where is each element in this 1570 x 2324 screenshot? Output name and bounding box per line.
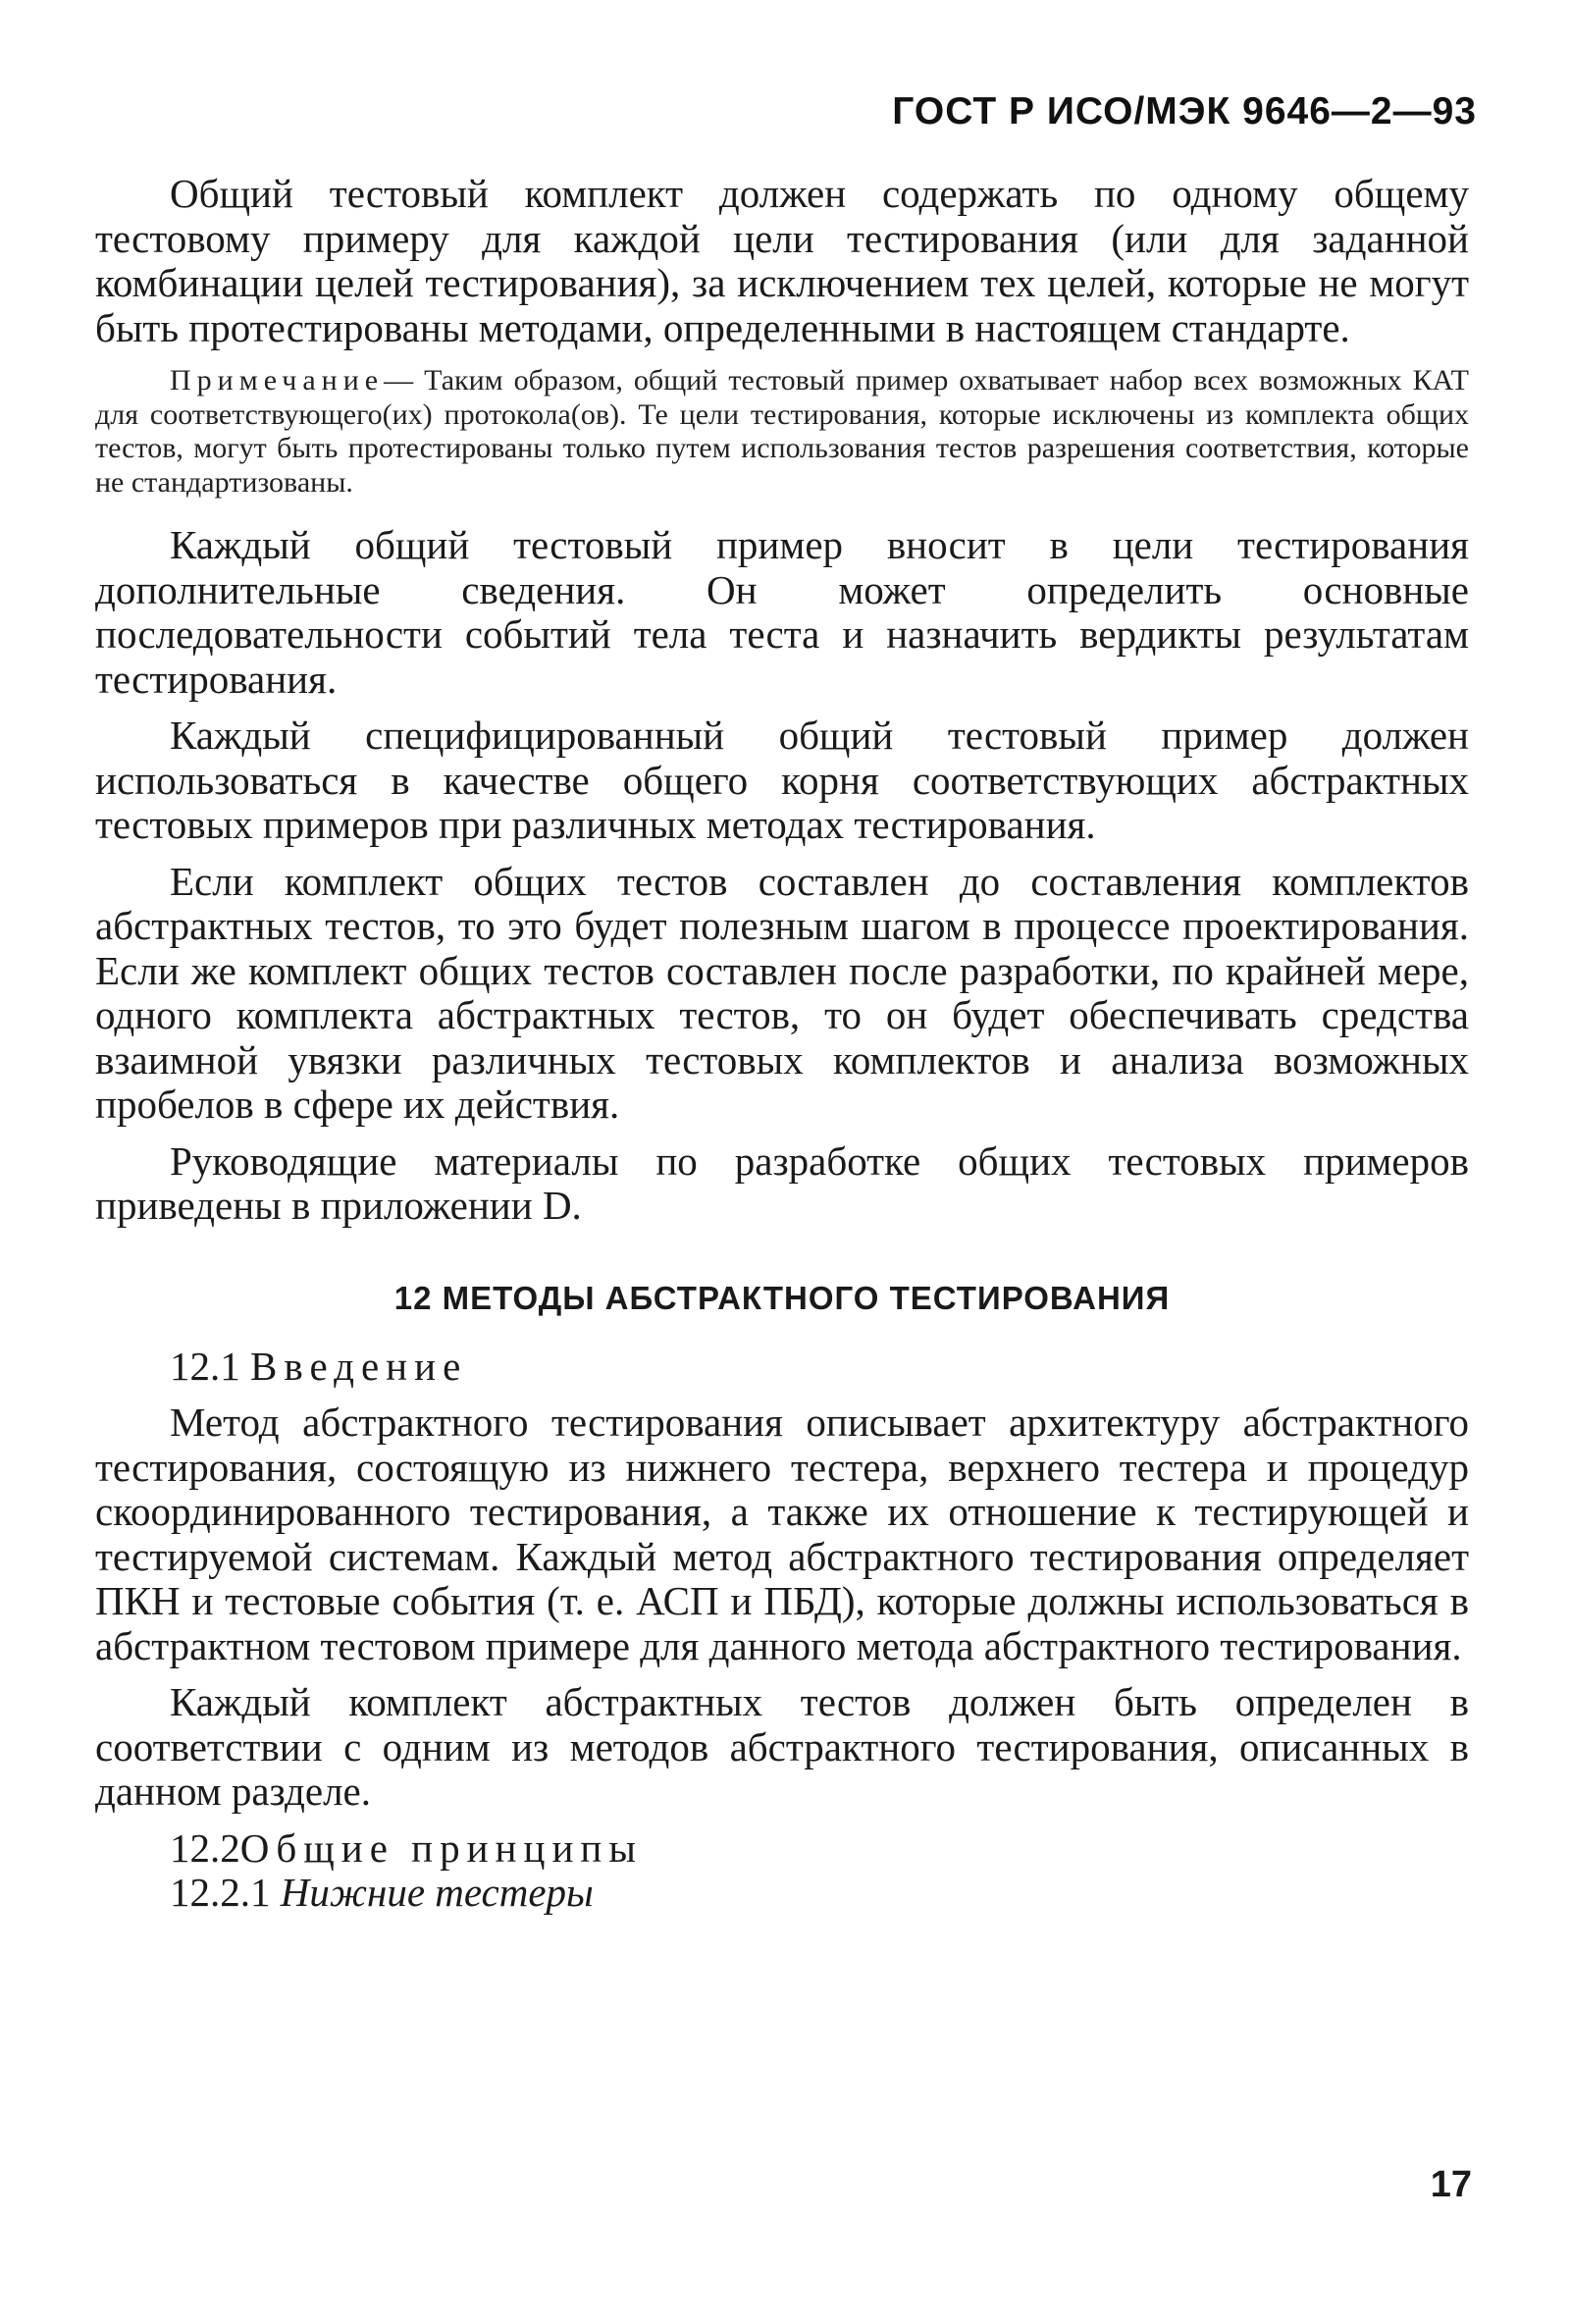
paragraph-abstract-method: Метод абстрактного тестирования описывает архитектуру абстрактного тестирования, состоящую из нижнего тестера, верхнего тестера и процедур скоординированного тестирования, а также их отношение к тестирующей и тестируемой системам. Каждый метод абстрактного тестирования определяет ПКН и тестовые события (т. е. АСП и ПБД), которые должны использоваться в абстрактном тестовом примере для данного метода абстрактного тестирования. (95, 1400, 1469, 1668)
note (95, 364, 1469, 500)
page-content (95, 172, 1469, 1928)
subsection-number: 12.2 (170, 1824, 240, 1871)
paragraph-abstract-suite: Каждый комплект абстрактных тестов должен быть определен в соответствии с одним из методов абстрактного тестирования, описанных в данном разделе. (95, 1679, 1469, 1814)
subsection-heading-12-1 (95, 1345, 1469, 1390)
subsection-heading-12-2-1 (95, 1871, 1469, 1916)
page-number: 17 (1430, 2164, 1472, 2205)
paragraph-common-test-suite: Общий тестовый комплект должен содержать по одному общему тестовому примеру для каждой цели тестирования (или для заданной комбинации целей тестирования), за исключением тех целей, которые не могут быть протестированы методами, определенными в настоящем стандарте. (95, 171, 1469, 350)
section-heading-12: 12 МЕТОДЫ АБСТРАКТНОГО ТЕСТИРОВАНИЯ (393, 1279, 1171, 1316)
paragraph-design-step: Если комплект общих тестов составлен до составления комплектов абстрактных тестов, то это будет полезным шагом в процессе проектирования. Если же комплект общих тестов составлен после разработки, по крайней мере, одного комплекта абстрактных тестов, то он будет обеспечивать средства взаимной увязки различных тестовых комплектов и анализа возможных пробелов в сфере их действия. (95, 858, 1469, 1127)
note-label: Примечание (170, 364, 385, 396)
subsection-title: Общие принципы (239, 1824, 643, 1871)
subsection-title: Введение (250, 1343, 468, 1389)
note-text: — Таким образом, общий тестовый пример охватывает набор всех возможных КАТ для соответствующего(их) протокола(ов). Те цели тестирования, которые исключены из комплекта общих тестов, могут быть протестированы только путем использования тестов разрешения соответствия, которые не стандартизованы. (95, 364, 1469, 499)
paragraph-guidance-reference: Руководящие материалы по разработке общих тестовых примеров приведены в приложении D. (95, 1137, 1469, 1228)
subsection-number: 12.2.1 (170, 1870, 271, 1915)
subsection-number: 12.1 (170, 1343, 240, 1389)
paragraph-common-root: Каждый специфицированный общий тестовый пример должен использоваться в качестве общего корня соответствующих абстрактных тестовых примеров при различных методах тестирования. (95, 713, 1469, 847)
standard-header: ГОСТ Р ИСО/МЭК 9646—2—93 (892, 90, 1477, 132)
subsection-title: Нижние тестеры (280, 1870, 594, 1915)
paragraph-test-case-details: Каждый общий тестовый пример вносит в цели тестирования дополнительные сведения. Он может определить основные последовательности событий тела теста и назначить вердикты результатам тестирования. (95, 522, 1469, 702)
subsection-heading-12-2 (95, 1826, 1469, 1872)
